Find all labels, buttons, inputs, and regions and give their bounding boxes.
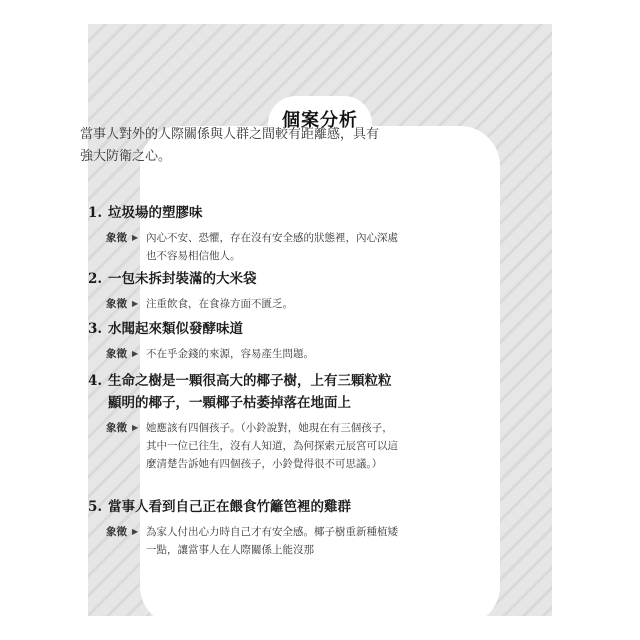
item-number: 1. (88, 205, 103, 221)
list-item (88, 268, 398, 313)
item-heading: 當事人看到自己正在餵食竹籬笆裡的雞群 (108, 499, 351, 515)
item-heading: 水聞起來類似發酵味道 (108, 321, 243, 337)
item-heading: 一包未拆封裝滿的大米袋 (108, 271, 257, 287)
symbol-label: 象徵 (106, 526, 127, 538)
symbol-text: 注重飲食，在食祿方面不匱乏。 (146, 298, 293, 310)
item-number: 5. (88, 499, 103, 515)
triangle-bullet-icon: ▶ (132, 233, 139, 242)
symbol-text: 不在乎金錢的來源，容易產生問題。 (146, 348, 314, 360)
list-item (88, 496, 398, 559)
list-item (88, 318, 398, 363)
symbol-text: 內心不安、恐懼，存在沒有安全感的狀態裡，內心深處也不容易相信他人。 (146, 232, 398, 262)
triangle-bullet-icon: ▶ (132, 349, 139, 358)
item-number: 2. (88, 271, 103, 287)
symbol-text: 為家人付出心力時自己才有安全感。椰子樹重新種植矮一點，讓當事人在人際關係上能沒那 (146, 526, 398, 556)
triangle-bullet-icon: ▶ (132, 527, 139, 536)
item-heading: 垃圾場的塑膠味 (108, 205, 203, 221)
item-heading: 生命之樹是一顆很高大的椰子樹，上有三顆粒粒顯明的椰子，一顆椰子枯萎掉落在地面上 (108, 373, 392, 411)
list-item (88, 202, 398, 265)
list-item (88, 370, 398, 473)
symbol-label: 象徵 (106, 298, 127, 310)
item-number: 3. (88, 321, 103, 337)
triangle-bullet-icon: ▶ (132, 299, 139, 308)
triangle-bullet-icon: ▶ (132, 423, 139, 432)
intro-paragraph: 當事人對外的人際關係與人群之間較有距離感，具有強大防衛之心。 (80, 127, 380, 164)
symbol-label: 象徵 (106, 232, 127, 244)
section-title: 個案分析 (282, 110, 358, 131)
symbol-label: 象徵 (106, 422, 127, 434)
symbol-text: 她應該有四個孩子。（小鈴說對，她現在有三個孩子，其中一位已往生，沒有人知道，為何探索元辰宮可以這麼清楚告訴她有四個孩子，小鈴覺得很不可思議。） (146, 422, 398, 470)
symbol-label: 象徵 (106, 348, 127, 360)
item-number: 4. (88, 373, 103, 389)
